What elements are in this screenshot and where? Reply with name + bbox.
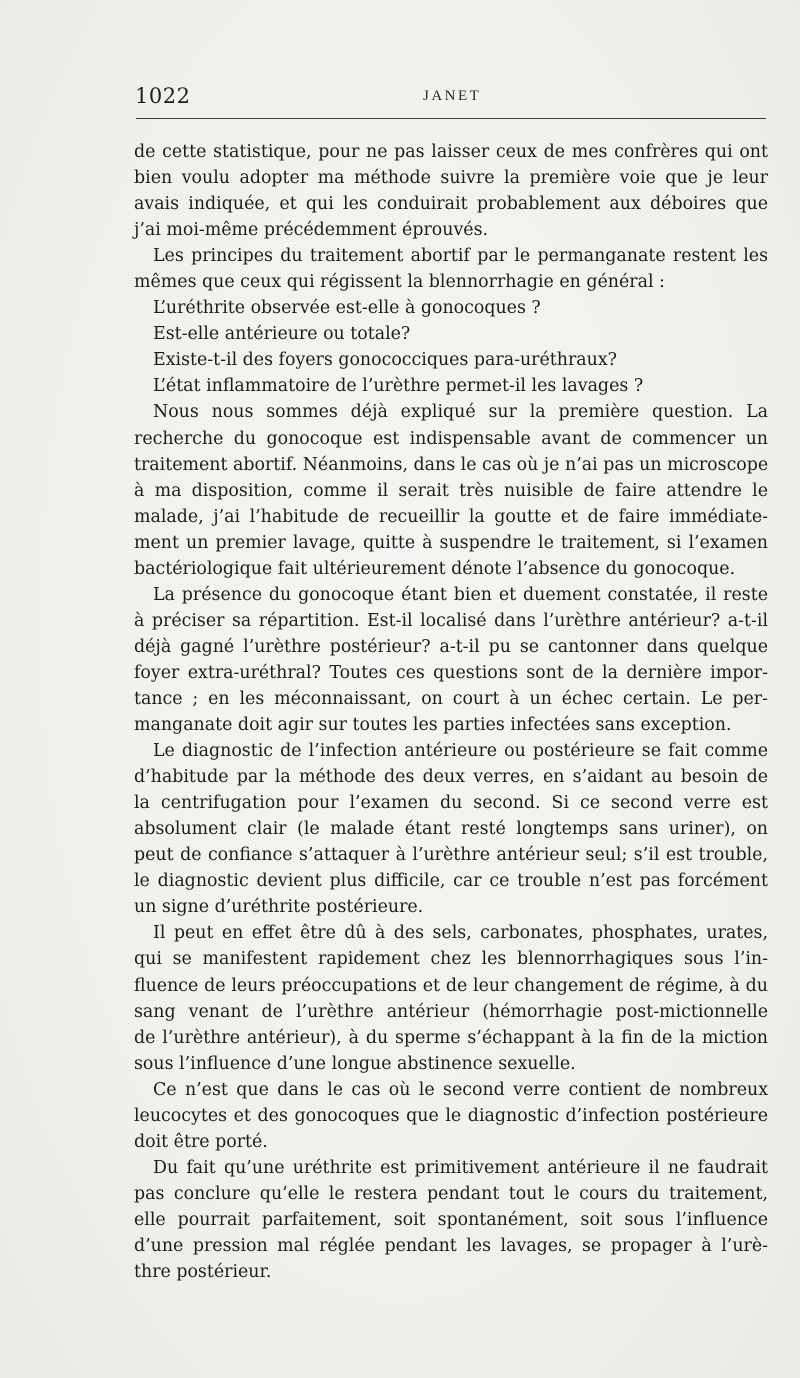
body-text — [134, 139, 768, 1285]
text-line: à préciser sa répartition. Est-il localisé dans l’urèthre antérieur? a-t-il — [134, 610, 768, 631]
text-line: L’état inflammatoire de l’urèthre permet-il les lavages ? — [153, 376, 644, 397]
text-line: elle pourrait parfaitement, soit spontanément, soit sous l’influence — [134, 1209, 768, 1230]
paragraph — [134, 738, 768, 920]
text-line: Il peut en effet être dû à des sels, carbonates, phosphates, urates, — [153, 923, 768, 944]
paragraph — [134, 399, 768, 581]
paragraph — [134, 373, 768, 399]
text-line: qui se manifestent rapidement chez les blennorrhagiques sous l’in- — [134, 949, 768, 970]
text-line: avais indiquée, et qui les conduirait probablement aux déboires que — [134, 194, 768, 215]
text-line: fluence de leurs préoccupations et de leur changement de régime, à du — [134, 975, 768, 996]
text-line: thre postérieur. — [134, 1262, 272, 1283]
text-line: doit être porté. — [134, 1131, 268, 1152]
text-line: de l’urèthre antérieur), à du sperme s’échappant à la fin de la miction — [134, 1027, 768, 1048]
running-head: JANET — [423, 88, 482, 104]
text-line: mêmes que ceux qui régissent la blennorrhagie en général : — [134, 272, 665, 293]
paragraph — [134, 243, 768, 295]
text-line: sous l’influence d’une longue abstinence sexuelle. — [134, 1053, 576, 1074]
text-line: à ma disposition, comme il serait très nuisible de faire attendre le — [134, 480, 768, 501]
paragraph — [134, 1077, 768, 1155]
page-number: 1022 — [135, 84, 191, 108]
paragraph — [134, 347, 768, 373]
text-line: déjà gagné l’urèthre postérieur? a-t-il pu se cantonner dans quelque — [134, 636, 768, 657]
text-line: le diagnostic devient plus difficile, car ce trouble n’est pas forcément — [134, 871, 768, 892]
text-line: leucocytes et des gonocoques que le diagnostic d’infection postérieure — [134, 1105, 768, 1126]
page-header — [135, 84, 765, 110]
text-line: recherche du gonocoque est indispensable avant de commencer un — [134, 428, 768, 449]
text-line: manganate doit agir sur toutes les parties infectées sans exception. — [134, 715, 732, 736]
text-line: bactériologique fait ultérieurement dénote l’absence du gonocoque. — [134, 558, 736, 579]
paragraph — [134, 295, 768, 321]
paragraph — [134, 1155, 768, 1285]
paragraph — [134, 321, 768, 347]
text-line: bien voulu adopter ma méthode suivre la première voie que je leur — [134, 168, 768, 189]
text-line: La présence du gonocoque étant bien et duement constatée, il reste — [153, 584, 768, 605]
text-line: de cette statistique, pour ne pas laisser ceux de mes confrères qui ont — [134, 142, 768, 162]
text-line: tance ; en les méconnaissant, on court à un échec certain. Le per- — [134, 688, 768, 709]
text-line: Le diagnostic de l’infection antérieure ou postérieure se fait comme — [153, 741, 768, 762]
text-line: Nous nous sommes déjà expliqué sur la première question. La — [153, 402, 768, 423]
text-line: Les principes du traitement abortif par le permanganate restent les — [153, 246, 768, 267]
text-line: pas conclure qu’elle le restera pendant tout le cours du traitement, — [134, 1183, 768, 1204]
header-rule — [136, 118, 766, 119]
text-line: absolument clair (le malade étant resté longtemps sans uriner), on — [134, 819, 768, 840]
text-line: Est-elle antérieure ou totale? — [153, 324, 411, 345]
text-line: sang venant de l’urèthre antérieur (hémorrhagie post-mictionnelle — [134, 1001, 768, 1022]
text-line: Existe-t-il des foyers gonococciques para-uréthraux? — [153, 350, 617, 371]
paragraph — [134, 920, 768, 1076]
text-line: j’ai moi-même précédemment éprouvés. — [134, 220, 489, 241]
text-line: d’une pression mal réglée pendant les lavages, se propager à l’urè- — [134, 1235, 768, 1256]
paragraph — [134, 582, 768, 738]
text-line: malade, j’ai l’habitude de recueillir la goutte et de faire immédiate- — [134, 506, 768, 527]
text-line: traitement abortif. Néanmoins, dans le cas où je n’ai pas un microscope — [134, 454, 769, 475]
text-line: un signe d’uréthrite postérieure. — [134, 897, 424, 918]
text-line: L’uréthrite observée est-elle à gonocoques ? — [153, 298, 541, 319]
text-line: Ce n’est que dans le cas où le second verre contient de nombreux — [153, 1079, 768, 1100]
text-line: d’habitude par la méthode des deux verres, en s’aidant au besoin de — [134, 767, 768, 788]
text-line: peut de confiance s’attaquer à l’urèthre antérieur seul; s’il est trouble, — [134, 845, 768, 866]
text-line: la centrifugation pour l’examen du second. Si ce second verre est — [134, 793, 768, 814]
text-line: ment un premier lavage, quitte à suspendre le traitement, si l’examen — [134, 532, 768, 553]
paragraph — [134, 139, 768, 243]
text-line: Du fait qu’une uréthrite est primitivement antérieure il ne faudrait — [153, 1157, 768, 1178]
text-line: foyer extra-uréthral? Toutes ces questions sont de la dernière impor- — [134, 662, 768, 683]
